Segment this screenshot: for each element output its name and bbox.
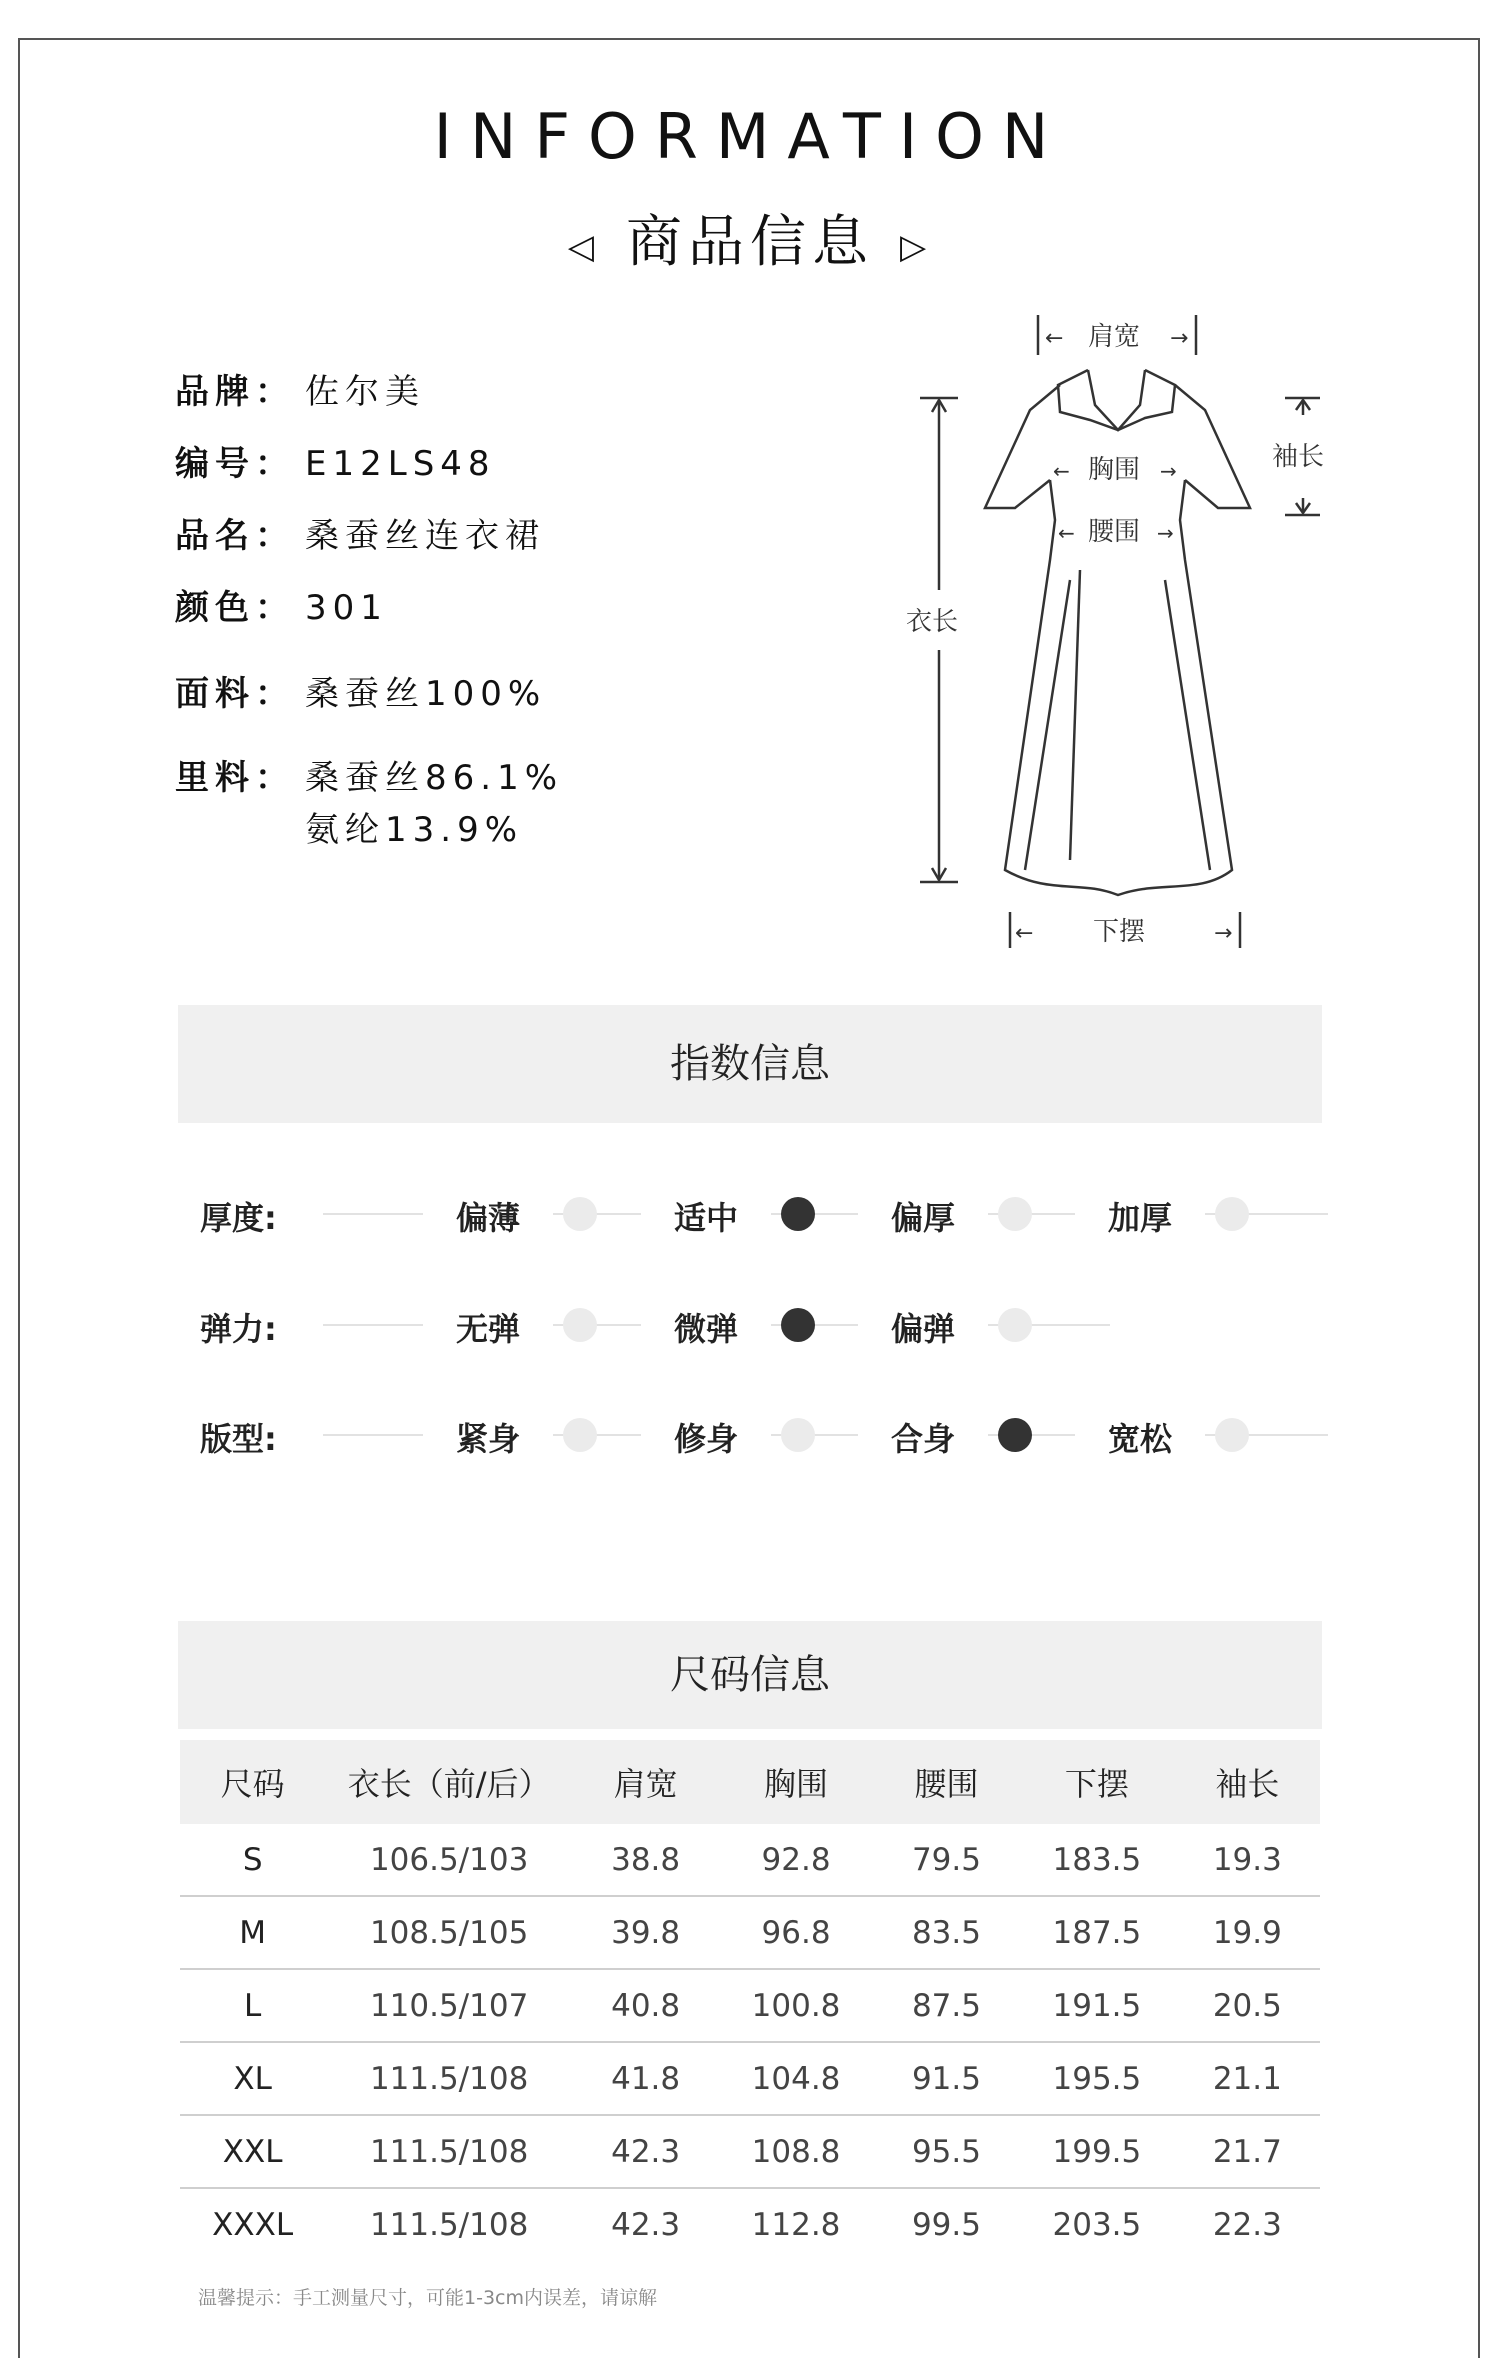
option-no-stretch: 无弹 <box>423 1294 633 1354</box>
col-shoulder: 肩宽 <box>573 1740 718 1824</box>
label-sleeve: 袖长 <box>1272 442 1325 472</box>
option-regular: 合身 <box>858 1404 1068 1464</box>
index-row-elasticity <box>178 1294 1110 1354</box>
col-size: 尺码 <box>180 1740 325 1824</box>
col-waist: 腰围 <box>874 1740 1019 1824</box>
index-row-thickness <box>178 1183 1328 1243</box>
left-arrow-icon: ◁ <box>567 226 600 267</box>
option-dot <box>781 1418 815 1452</box>
label-hem: 下摆 <box>1093 917 1146 947</box>
right-arrow-icon: ▷ <box>900 226 933 267</box>
col-chest: 胸围 <box>718 1740 874 1824</box>
col-sleeve: 袖长 <box>1175 1740 1320 1824</box>
col-hem: 下摆 <box>1019 1740 1175 1824</box>
option-loose: 宽松 <box>1075 1404 1285 1464</box>
option-medium: 适中 <box>641 1183 851 1243</box>
index-row-label: 弹力: <box>200 1310 277 1348</box>
option-slim: 修身 <box>641 1404 851 1464</box>
section-title-cn-text: 商品信息 <box>626 210 874 275</box>
label-chest: 胸围 <box>1088 455 1141 485</box>
svg-text:←: ← <box>1015 921 1034 946</box>
option-dot <box>563 1308 597 1342</box>
size-section-header: 尺码信息 <box>178 1621 1322 1729</box>
info-code: 编号： E12LS48 <box>175 444 496 484</box>
index-row-label: 版型: <box>200 1420 277 1458</box>
index-row-fit <box>178 1404 1328 1464</box>
option-extra-thick: 加厚 <box>1075 1183 1285 1243</box>
label-length: 衣长 <box>906 607 959 637</box>
measurement-note: 温馨提示：手工测量尺寸，可能1-3cm内误差，请谅解 <box>198 2287 657 2309</box>
size-table-header <box>180 1740 1320 1824</box>
section-title-cn <box>0 198 1500 278</box>
label-shoulder: 肩宽 <box>1088 322 1141 352</box>
option-dot-selected <box>781 1197 815 1231</box>
option-dot-selected <box>998 1418 1032 1452</box>
option-dot-selected <box>781 1308 815 1342</box>
info-lining: 里料： 桑蚕丝86.1% 氨纶13.9% <box>175 758 564 850</box>
svg-text:←: ← <box>1045 326 1064 351</box>
table-row: S 106.5/103 38.8 92.8 79.5 183.5 19.3 <box>180 1824 1320 1896</box>
info-name: 品名： 桑蚕丝连衣裙 <box>175 516 545 556</box>
option-dot <box>1215 1418 1249 1452</box>
option-dot <box>998 1197 1032 1231</box>
table-row: XL 111.5/108 41.8 104.8 91.5 195.5 21.1 <box>180 2042 1320 2115</box>
option-thick: 偏厚 <box>858 1183 1068 1243</box>
option-dot <box>998 1308 1032 1342</box>
col-length: 衣长（前/后） <box>325 1740 573 1824</box>
svg-text:→: → <box>1214 921 1233 946</box>
table-row: XXL 111.5/108 42.3 108.8 95.5 199.5 21.7 <box>180 2115 1320 2188</box>
index-section-header: 指数信息 <box>178 1005 1322 1123</box>
table-row: L 110.5/107 40.8 100.8 87.5 191.5 20.5 <box>180 1969 1320 2042</box>
info-brand: 品牌： 佐尔美 <box>175 372 425 412</box>
svg-text:→: → <box>1157 521 1174 545</box>
option-dot <box>563 1418 597 1452</box>
size-table <box>180 1740 1320 2260</box>
table-row: M 108.5/105 39.8 96.8 83.5 187.5 19.9 <box>180 1896 1320 1969</box>
svg-text:→: → <box>1160 459 1177 483</box>
option-stretchy: 偏弹 <box>858 1294 1068 1354</box>
svg-text:←: ← <box>1053 459 1070 483</box>
option-thin: 偏薄 <box>423 1183 633 1243</box>
info-color: 颜色： 301 <box>175 588 388 628</box>
option-tight: 紧身 <box>423 1404 633 1464</box>
section-title-en: INFORMATION <box>433 100 1067 173</box>
option-dot <box>563 1197 597 1231</box>
label-waist: 腰围 <box>1088 517 1141 547</box>
table-row: XXXL 111.5/108 42.3 112.8 99.5 203.5 22.3 <box>212 2206 1282 2243</box>
svg-text:←: ← <box>1058 521 1075 545</box>
index-row-label: 厚度: <box>200 1199 277 1237</box>
info-fabric: 面料： 桑蚕丝100% <box>175 674 547 714</box>
dress-diagram <box>880 300 1325 960</box>
svg-text:→: → <box>1170 326 1189 351</box>
option-slight-stretch: 微弹 <box>641 1294 851 1354</box>
option-dot <box>1215 1197 1249 1231</box>
